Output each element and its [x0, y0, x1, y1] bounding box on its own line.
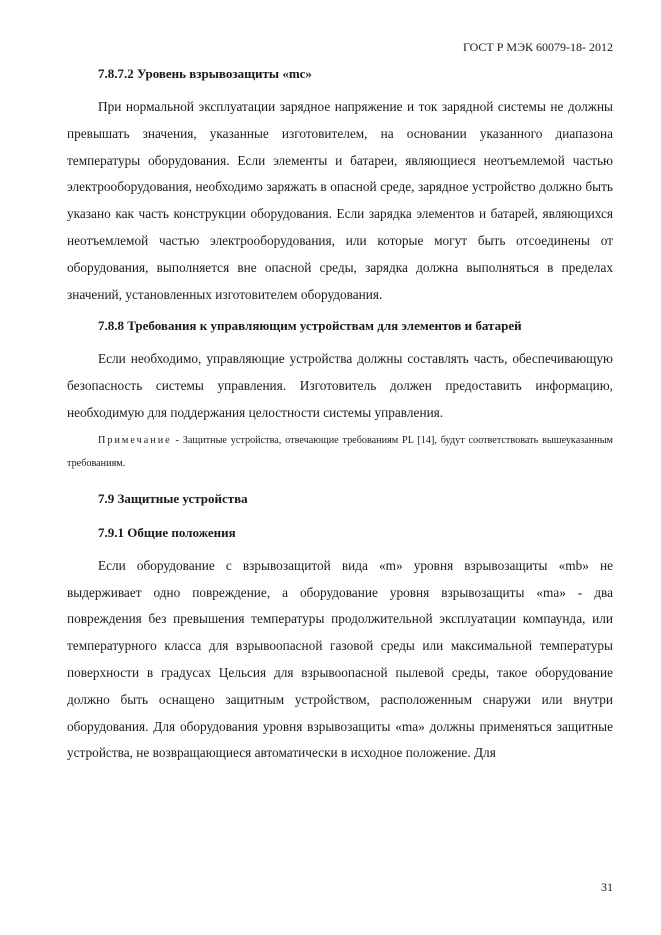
page-number: 31 [601, 880, 613, 894]
paragraph-protective-devices: Если оборудование с взрывозащитой вида «m» уровня взрывозащиты «mb» не выдерживает одно повреждение, а оборудование уровня взрывозащиты «ma» - два повреждения без превышения температуры продолжительной эксплуатации компаунда, или температурного класса для взрывоопасной газовой среды или максимальной температуры поверхности в градусах Цельсия для взрывоопасной пылевой среды, такое оборудование должно быть оснащено защитным устройством, расположенным снаружи или внутри оборудования. Для оборудования уровня взрывозащиты «ma» должны применяться защитные устройства, не возвращающиеся автоматически в исходное положение. Для [67, 557, 613, 761]
section-heading-7-9: 7.9 Защитные устройства [98, 490, 248, 506]
note-paragraph [67, 429, 613, 476]
paragraph-control-devices: Если необходимо, управляющие устройства должны составлять часть, обеспечивающую безопасность системы управления. Изготовитель должен предоставить информацию, необходимую для поддержания целостности системы управления. [67, 351, 613, 420]
paragraph-charging: При нормальной эксплуатации зарядное напряжение и ток зарядной системы не должны превышать значения, указанные изготовителем, на основании указанного диапазона температуры оборудования. Если элементы и батареи, являющиеся неотъемлемой частью электрооборудования, необходимо заряжать в опасной среде, зарядное устройство должно быть указано как часть конструкции оборудования. Если зарядка элементов и батарей, являющихся неотъемлемой частью электрооборудования, или которые могут быть отсоединены от оборудования, выполняется вне опасной среды, зарядка должна выполняться в пределах значений, установленных изготовителем оборудования. [67, 99, 613, 302]
note-label: Примечание [98, 434, 172, 446]
section-heading-7-8-7-2: 7.8.7.2 Уровень взрывозащиты «mc» [98, 66, 312, 81]
page-content [67, 64, 613, 767]
section-heading-7-9-1: 7.9.1 Общие положения [98, 524, 236, 540]
section-heading-7-8-8: 7.8.8 Требования к управляющим устройствам для элементов и батарей [98, 318, 522, 334]
document-code: ГОСТ Р МЭК 60079-18- 2012 [462, 40, 613, 54]
note-text: - Защитные устройства, отвечающие требованиям PL [14], будут соответствовать вышеуказанным требованиям. [67, 434, 613, 470]
